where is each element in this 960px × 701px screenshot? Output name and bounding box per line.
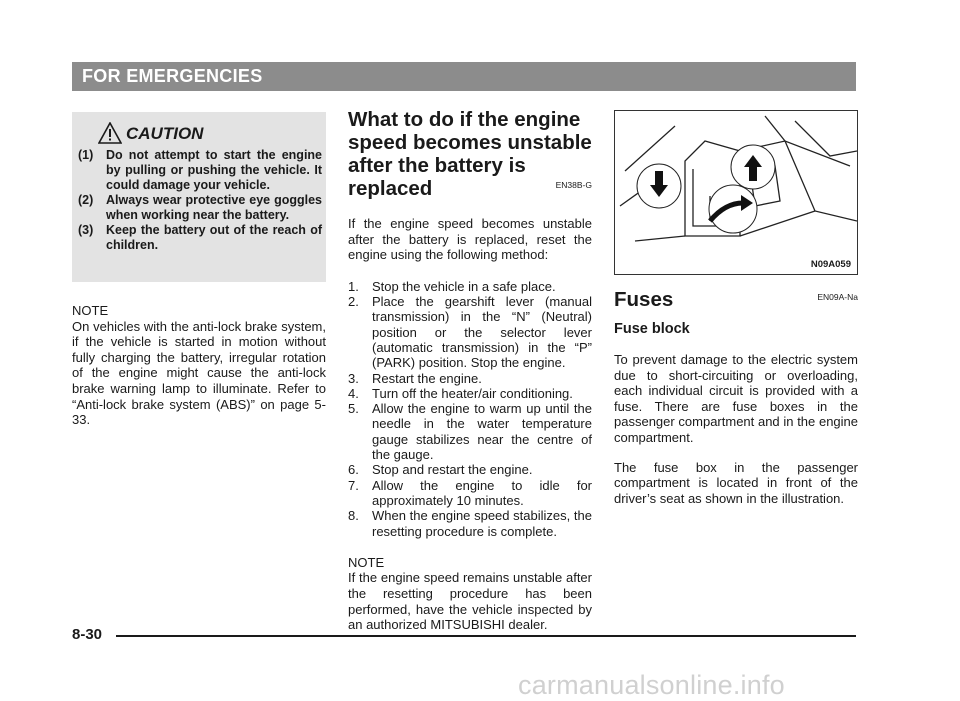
step-text: When the engine speed stabilizes, the resetting procedure is complete. [372, 508, 592, 539]
step-number: 7. [348, 477, 359, 493]
caution-item-text: Keep the battery out of the reach of children. [106, 223, 322, 252]
step-text: Restart the engine. [372, 370, 482, 386]
caution-item [78, 193, 322, 223]
caution-list [78, 148, 322, 253]
page-number: 8-30 [72, 626, 103, 643]
step-number: 4. [348, 385, 359, 401]
caution-item-text: Always wear protective eye goggles when working near the battery. [106, 193, 322, 222]
caution-item [78, 223, 322, 253]
section-title-text: What to do if the engine speed becomes unstable after the battery is replaced [348, 108, 592, 200]
list-item [348, 462, 592, 477]
list-item [348, 386, 592, 401]
step-number: 3. [348, 370, 359, 386]
figure-label: N09A059 [810, 259, 851, 270]
caution-box [72, 112, 326, 282]
step-text: Place the gearshift lever (manual transmission) in the “N” (Neutral) position or the selector lever (automatic transmission) in the “P” (PARK) position. Stop the engine. [372, 294, 592, 371]
list-item [348, 279, 592, 294]
fuses-paragraph: The fuse box in the passenger compartment is located in front of the driver’s seat as shown in the illustration. [614, 459, 858, 506]
section-header-title: FOR EMERGENCIES [82, 66, 263, 86]
section-intro: If the engine speed becomes unstable after the battery is replaced, reset the engine using the following method: [348, 216, 592, 263]
step-text: Stop and restart the engine. [372, 462, 533, 478]
caution-item-number: (3) [78, 223, 94, 237]
section-title [348, 108, 592, 200]
list-item [348, 294, 592, 370]
section-header-bar [72, 62, 856, 91]
fuse-block-subheading: Fuse block [614, 321, 690, 337]
step-number: 8. [348, 508, 359, 524]
caution-item-number: (1) [78, 148, 94, 162]
step-text: Turn off the heater/air conditioning. [372, 385, 573, 401]
list-item [348, 508, 592, 539]
step-text: Allow the engine to warm up until the needle in the water temperature gauge stabilizes near the centre of the gauge. [372, 401, 592, 463]
warning-triangle-icon [98, 122, 122, 144]
caution-item-text: Do not attempt to start the engine by pulling or pushing the vehicle. It could damage your vehicle. [106, 148, 322, 192]
caution-label: CAUTION [126, 124, 204, 143]
list-item [348, 478, 592, 509]
reset-steps-list [348, 279, 592, 539]
fuses-title [614, 288, 858, 312]
list-item [348, 371, 592, 386]
footer-rule [116, 635, 856, 637]
engine-speed-section [348, 108, 592, 633]
watermark: carmanualsonline.info [518, 670, 785, 700]
note-label: NOTE [348, 554, 385, 570]
fuses-title-text: Fuses [614, 288, 674, 311]
abs-note [72, 303, 326, 428]
list-item [348, 401, 592, 462]
step-number: 6. [348, 462, 359, 478]
section-code: EN38B-G [555, 180, 592, 190]
step-number: 5. [348, 401, 359, 417]
note-text: If the engine speed remains unstable after the resetting procedure has been performed, have the vehicle inspected by an authorized MITSUBISHI dealer. [348, 570, 592, 633]
fuse-box-location-illustration [615, 111, 857, 274]
step-text: Stop the vehicle in a safe place. [372, 278, 556, 294]
note-label: NOTE [72, 303, 109, 318]
note-text: On vehicles with the anti-lock brake system, if the vehicle is started in motion without fully charging the battery, irregular rotation of the engine might cause the anti-lock brake warning lamp to illuminate. Refer to “Anti-lock brake system (ABS)” on page 5-33. [72, 318, 326, 428]
caution-item [78, 148, 322, 193]
fuses-paragraph: To prevent damage to the electric system due to short-circuiting or overloading, each individual circuit is provided with a fuse. There are fuse boxes in the passenger compartment and in the engine compartment. [614, 352, 858, 445]
fuse-box-illustration [614, 110, 858, 275]
step-number: 1. [348, 278, 359, 294]
caution-item-number: (2) [78, 193, 94, 207]
fuses-column [614, 110, 858, 506]
step-text: Allow the engine to idle for approximately 10 minutes. [372, 477, 592, 508]
step-number: 2. [348, 294, 359, 310]
section-code: EN09A-Na [817, 292, 858, 302]
